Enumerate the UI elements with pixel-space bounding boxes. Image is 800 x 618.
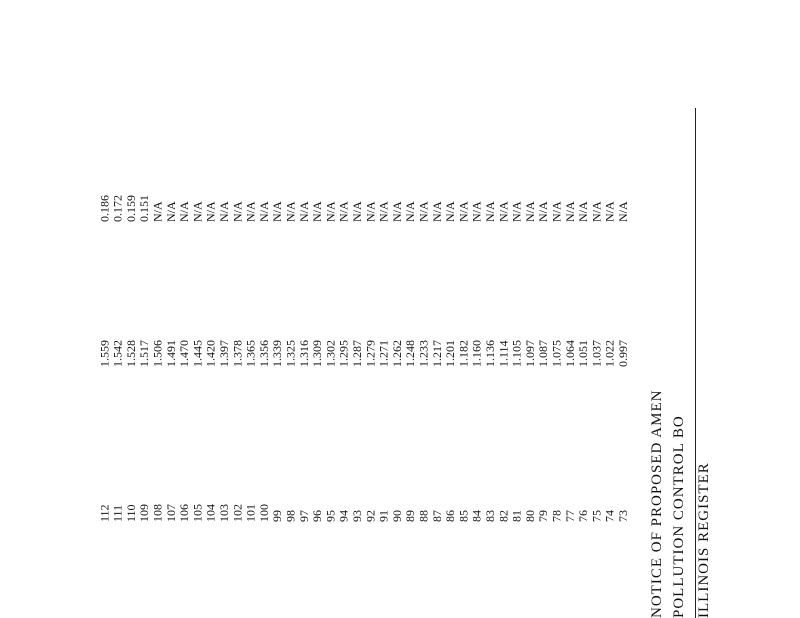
- row-value-1: 1.528: [123, 340, 138, 367]
- row-value-2: N/A: [456, 201, 471, 222]
- row-value-2: N/A: [256, 201, 271, 222]
- table-row: [217, 142, 231, 522]
- row-value-2: N/A: [483, 201, 497, 222]
- row-value-1: 1.445: [190, 340, 205, 367]
- row-code: 91: [376, 510, 391, 522]
- row-value-1: 1.470: [177, 340, 192, 367]
- row-value-2: N/A: [522, 201, 537, 222]
- table-row: [403, 142, 417, 522]
- table-row: [523, 142, 537, 522]
- row-value-1: 1.491: [163, 340, 178, 367]
- row-code: 96: [310, 510, 325, 522]
- row-value-1: 1.114: [496, 340, 511, 367]
- row-value-1: 1.182: [456, 340, 471, 367]
- row-code: 93: [350, 510, 364, 522]
- row-code: 97: [296, 510, 311, 522]
- row-value-1: 1.262: [389, 340, 404, 367]
- table-row: [496, 142, 510, 522]
- table-row: [190, 142, 204, 522]
- notice-title: NOTICE OF PROPOSED AMEN: [649, 389, 665, 618]
- row-value-1: 1.097: [522, 340, 537, 367]
- row-value-1: 1.087: [536, 340, 551, 367]
- row-value-1: 1.075: [549, 340, 564, 367]
- table-row: [297, 142, 311, 522]
- table-row: [470, 142, 484, 522]
- row-value-2: N/A: [296, 201, 311, 222]
- table-row: [483, 142, 497, 522]
- row-code: 81: [509, 510, 524, 522]
- row-value-2: N/A: [243, 201, 258, 222]
- row-value-1: 1.309: [310, 340, 325, 367]
- row-code: 89: [403, 510, 418, 522]
- row-code: 76: [576, 510, 591, 522]
- table-row: [550, 142, 564, 522]
- row-code: 94: [336, 510, 351, 522]
- table-row: [603, 142, 617, 522]
- row-code: 80: [522, 510, 537, 522]
- row-value-1: 1.271: [376, 340, 391, 367]
- row-code: 84: [469, 510, 484, 522]
- row-value-1: 1.302: [323, 340, 338, 367]
- row-code: 92: [363, 510, 378, 522]
- data-table: [30, 142, 630, 522]
- table-row: [443, 142, 457, 522]
- row-code: 83: [483, 510, 497, 522]
- table-row: [164, 142, 178, 522]
- table-row: [310, 142, 324, 522]
- row-value-1: 0.997: [616, 340, 630, 367]
- row-value-1: 1.325: [283, 340, 298, 367]
- row-code: 85: [456, 510, 471, 522]
- row-value-2: N/A: [163, 201, 178, 222]
- table-row: [576, 142, 590, 522]
- row-code: 110: [123, 504, 138, 522]
- row-value-1: 1.136: [483, 340, 497, 367]
- row-value-1: 1.356: [256, 340, 271, 367]
- row-value-2: N/A: [350, 201, 364, 222]
- table-row: [124, 142, 138, 522]
- table-row: [456, 142, 470, 522]
- row-value-2: N/A: [416, 201, 431, 222]
- row-value-1: 1.287: [350, 340, 364, 367]
- row-value-2: N/A: [496, 201, 511, 222]
- table-row: [257, 142, 271, 522]
- row-value-2: N/A: [536, 201, 551, 222]
- table-row: [616, 142, 630, 522]
- row-code: 90: [389, 510, 404, 522]
- row-value-2: N/A: [203, 201, 218, 222]
- table-row: [417, 142, 431, 522]
- table-row: [337, 142, 351, 522]
- table-row: [363, 142, 377, 522]
- row-value-1: 1.248: [403, 340, 418, 367]
- table-row: [204, 142, 218, 522]
- table-row: [270, 142, 284, 522]
- table-row: [323, 142, 337, 522]
- row-value-1: 1.420: [203, 340, 218, 367]
- row-code: 87: [429, 510, 444, 522]
- row-value-1: 1.022: [602, 340, 617, 367]
- table-row: [589, 142, 603, 522]
- row-value-2: N/A: [443, 201, 458, 222]
- table-row: [177, 142, 191, 522]
- table-row: [151, 142, 165, 522]
- row-code: 100: [256, 504, 271, 522]
- row-value-2: N/A: [283, 201, 298, 222]
- row-value-2: N/A: [310, 201, 325, 222]
- row-code: 77: [562, 510, 577, 522]
- row-value-2: N/A: [403, 201, 418, 222]
- row-value-2: N/A: [389, 201, 404, 222]
- row-code: 106: [177, 504, 192, 522]
- table-row: [377, 142, 391, 522]
- row-value-1: 1.365: [243, 340, 258, 367]
- row-code: 99: [270, 510, 285, 522]
- row-value-1: 1.542: [110, 340, 125, 367]
- table-row: [430, 142, 444, 522]
- row-value-2: N/A: [177, 201, 192, 222]
- row-value-1: 1.037: [589, 340, 604, 367]
- register-title: ILLINOIS REGISTER: [696, 462, 712, 618]
- row-value-2: 0.151: [137, 195, 152, 222]
- table-row: [284, 142, 298, 522]
- table-row: [137, 142, 151, 522]
- row-value-2: N/A: [270, 201, 285, 222]
- row-code: 74: [602, 510, 617, 522]
- table-row: [244, 142, 258, 522]
- row-value-1: 1.559: [97, 340, 112, 367]
- row-value-2: 0.159: [123, 195, 138, 222]
- row-code: 88: [416, 510, 431, 522]
- row-code: 73: [616, 510, 630, 522]
- row-value-2: 0.172: [110, 195, 125, 222]
- row-value-2: N/A: [363, 201, 378, 222]
- table-row: [230, 142, 244, 522]
- row-value-2: N/A: [602, 201, 617, 222]
- row-code: 105: [190, 504, 205, 522]
- row-value-2: N/A: [576, 201, 591, 222]
- row-value-2: N/A: [376, 201, 391, 222]
- row-value-1: 1.339: [270, 340, 285, 367]
- board-title: POLLUTION CONTROL BO: [671, 415, 687, 618]
- row-value-2: N/A: [549, 201, 564, 222]
- row-code: 109: [137, 504, 152, 522]
- row-code: 107: [163, 504, 178, 522]
- table-row: [350, 142, 364, 522]
- row-code: 75: [589, 510, 604, 522]
- row-value-1: 1.105: [509, 340, 524, 367]
- row-value-1: 1.279: [363, 340, 378, 367]
- row-value-1: 1.064: [562, 340, 577, 367]
- row-value-2: N/A: [589, 201, 604, 222]
- row-code: 78: [549, 510, 564, 522]
- table-row: [111, 142, 125, 522]
- row-code: 102: [230, 504, 245, 522]
- row-value-2: N/A: [562, 201, 577, 222]
- row-value-1: 1.233: [416, 340, 431, 367]
- row-code: 79: [536, 510, 551, 522]
- row-value-2: N/A: [469, 201, 484, 222]
- row-value-2: N/A: [217, 201, 231, 222]
- row-value-2: N/A: [150, 201, 165, 222]
- row-value-2: N/A: [336, 201, 351, 222]
- row-value-1: 1.506: [150, 340, 165, 367]
- row-code: 95: [323, 510, 338, 522]
- row-code: 111: [110, 504, 125, 522]
- row-value-1: 1.051: [576, 340, 591, 367]
- row-value-1: 1.217: [429, 340, 444, 367]
- row-code: 112: [97, 504, 112, 522]
- table-row: [390, 142, 404, 522]
- row-code: 104: [203, 504, 218, 522]
- row-value-1: 1.397: [217, 340, 231, 367]
- row-value-2: N/A: [230, 201, 245, 222]
- row-code: 101: [243, 504, 258, 522]
- row-value-2: 0.186: [97, 195, 112, 222]
- row-code: 108: [150, 504, 165, 522]
- row-value-1: 1.160: [469, 340, 484, 367]
- row-value-1: 1.517: [137, 340, 152, 367]
- row-value-1: 1.295: [336, 340, 351, 367]
- table-row: [536, 142, 550, 522]
- row-code: 98: [283, 510, 298, 522]
- row-value-2: N/A: [616, 201, 630, 222]
- row-value-1: 1.201: [443, 340, 458, 367]
- row-value-1: 1.316: [296, 340, 311, 367]
- row-code: 86: [443, 510, 458, 522]
- row-value-2: N/A: [190, 201, 205, 222]
- row-value-2: N/A: [509, 201, 524, 222]
- table-row: [563, 142, 577, 522]
- row-code: 103: [217, 504, 231, 522]
- row-value-2: N/A: [429, 201, 444, 222]
- table-row: [97, 142, 111, 522]
- row-value-2: N/A: [323, 201, 338, 222]
- row-value-1: 1.378: [230, 340, 245, 367]
- table-row: [510, 142, 524, 522]
- row-code: 82: [496, 510, 511, 522]
